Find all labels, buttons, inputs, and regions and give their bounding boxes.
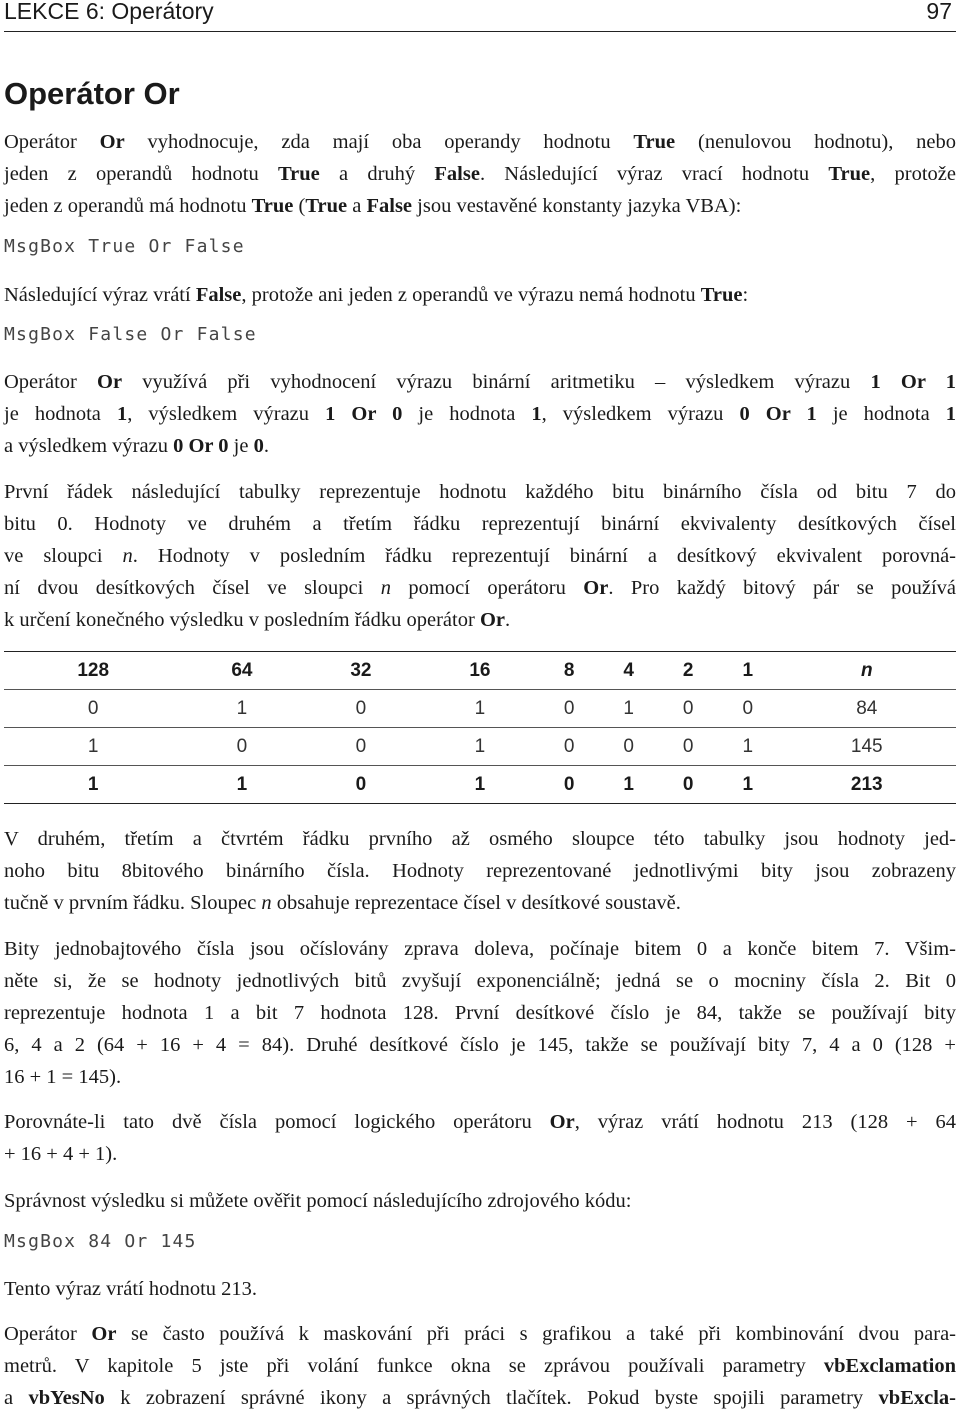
table-cell: 1 (599, 766, 659, 804)
text-line: něte si, že se hodnoty jednotlivých bitů zvyšují exponenciálně; jedná se o mocniny čísla 2. Bit 0 (4, 970, 956, 992)
table-cell: 1 (718, 766, 778, 804)
text-line: 16 + 1 = 145). (4, 1066, 122, 1088)
table-cell: n (778, 652, 956, 690)
text-line: V druhém, třetím a čtvrtém řádku prvního až osmého sloupce této tabulky jsou hodnoty jed- (4, 828, 956, 850)
page-number: 97 (926, 0, 952, 24)
paragraph-bit-numbering (4, 933, 956, 1093)
paragraph-false-example (4, 279, 956, 311)
text-line: metrů. V kapitole 5 jste při volání funkce okna se zprávou používali parametry vbExclamation (4, 1355, 956, 1377)
text-line: 6, 4 a 2 (64 + 16 + 4 = 84). Druhé desítkové číslo je 145, takže se používají bity 7, 4 a 0 (128 + (4, 1034, 956, 1056)
chapter-title: LEKCE 6: Operátory (4, 0, 214, 24)
table-cell: 4 (599, 652, 659, 690)
table-row (4, 728, 956, 766)
table-cell: 1 (420, 766, 539, 804)
table-cell: 0 (301, 766, 420, 804)
table-cell: 0 (658, 728, 718, 766)
text-line: ní dvou desítkových čísel ve sloupci n pomocí operátoru Or. Pro každý bitový pár se používá (4, 577, 956, 599)
text-line: je hodnota 1, výsledkem výrazu 1 Or 0 je hodnota 1, výsledkem výrazu 0 Or 1 je hodnota 1 (4, 403, 957, 425)
table-header-row (4, 652, 956, 690)
table-cell: 128 (4, 652, 182, 690)
text-line: Tento výraz vrátí hodnotu 213. (4, 1278, 258, 1300)
text-line: Operátor Or využívá při vyhodnocení výrazu binární aritmetiku – výsledkem výrazu 1 Or 1 (4, 371, 956, 393)
text-line: a výsledkem výrazu 0 Or 0 je 0. (4, 435, 269, 457)
paragraph-binary-arithmetic (4, 366, 956, 462)
text-line: Porovnáte-li tato dvě čísla pomocí logického operátoru Or, výraz vrátí hodnotu 213 (128 + 64 (4, 1111, 956, 1133)
table-cell: 84 (778, 690, 956, 728)
table-cell: 0 (4, 690, 182, 728)
table-row (4, 690, 956, 728)
table-cell: 32 (301, 652, 420, 690)
table-cell: 213 (778, 766, 956, 804)
table-cell: 0 (182, 728, 301, 766)
text-line: První řádek následující tabulky reprezentuje hodnotu každého bitu binárního čísla od bitu 7 do (4, 481, 956, 503)
paragraph-verify (4, 1185, 956, 1217)
paragraph-intro (4, 126, 956, 222)
text-line: a vbYesNo k zobrazení správné ikony a správných tlačítek. Pokud byste spojili parametry vbExcla- (4, 1387, 956, 1409)
table-cell: 0 (301, 728, 420, 766)
paragraph-table-intro (4, 476, 956, 636)
text-line: bitu 0. Hodnoty ve druhém a třetím řádku reprezentují binární ekvivalenty desítkových čísel (4, 513, 956, 535)
running-header (4, 0, 956, 32)
text-line: jeden z operandů hodnotu True a druhý False. Následující výraz vrací hodnotu True, protože (4, 163, 956, 185)
table-cell: 0 (539, 728, 599, 766)
table-cell: 0 (539, 690, 599, 728)
text-line: tučně v prvním řádku. Sloupec n obsahuje reprezentace čísel v desítkové soustavě. (4, 892, 681, 914)
table-result-row (4, 766, 956, 804)
text-line: Správnost výsledku si můžete ověřit pomocí následujícího zdrojového kódu: (4, 1190, 632, 1212)
code-sample: MsgBox True Or False (4, 236, 245, 257)
table-cell: 1 (4, 766, 182, 804)
section-title: Operátor Or (4, 76, 180, 111)
table-cell: 1 (182, 766, 301, 804)
table-cell: 1 (4, 728, 182, 766)
table-cell: 1 (420, 690, 539, 728)
bit-table (4, 651, 956, 804)
table-cell: 0 (658, 690, 718, 728)
table-cell: 1 (599, 690, 659, 728)
table-cell: 0 (658, 766, 718, 804)
table-cell: 1 (420, 728, 539, 766)
code-sample: MsgBox False Or False (4, 324, 257, 345)
text-line: Následující výraz vrátí False, protože ani jeden z operandů ve výrazu nemá hodnotu True: (4, 284, 749, 306)
table-cell: 1 (182, 690, 301, 728)
table-cell: 1 (718, 652, 778, 690)
text-line: Operátor Or se často používá k maskování při práci s grafikou a také při kombinování dvou para- (4, 1323, 956, 1345)
text-line: Bity jednobajtového čísla jsou očíslovány zprava doleva, počínaje bitem 0 a konče bitem 7. Všim- (4, 938, 956, 960)
text-line: reprezentuje hodnota 1 a bit 7 hodnota 128. První desítkové číslo je 84, takže se používají bity (4, 1002, 956, 1024)
table-cell: 0 (539, 766, 599, 804)
table-cell: 1 (718, 728, 778, 766)
table-cell: 0 (301, 690, 420, 728)
table-cell: 16 (420, 652, 539, 690)
paragraph-table-explanation (4, 823, 956, 919)
text-line: k určení konečného výsledku v posledním řádku operátor Or. (4, 609, 511, 631)
text-line: Operátor Or vyhodnocuje, zda mají oba operandy hodnotu True (nenulovou hodnotu), nebo (4, 131, 956, 153)
table-cell: 2 (658, 652, 718, 690)
table-cell: 0 (599, 728, 659, 766)
text-line: ve sloupci n. Hodnoty v posledním řádku reprezentují binární a desítkový ekvivalent porovná- (4, 545, 956, 567)
paragraph-masking (4, 1318, 956, 1414)
code-sample: MsgBox 84 Or 145 (4, 1231, 197, 1252)
text-line: + 16 + 4 + 1). (4, 1143, 118, 1165)
text-line: jeden z operandů má hodnotu True (True a False jsou vestavěné konstanty jazyka VBA): (4, 195, 742, 217)
paragraph-result (4, 1273, 956, 1305)
table-cell: 8 (539, 652, 599, 690)
table-cell: 64 (182, 652, 301, 690)
paragraph-comparison (4, 1106, 956, 1170)
table-cell: 145 (778, 728, 956, 766)
text-line: noho bitu 8bitového binárního čísla. Hodnoty reprezentované jednotlivými bity jsou zobrazeny (4, 860, 956, 882)
table-cell: 0 (718, 690, 778, 728)
